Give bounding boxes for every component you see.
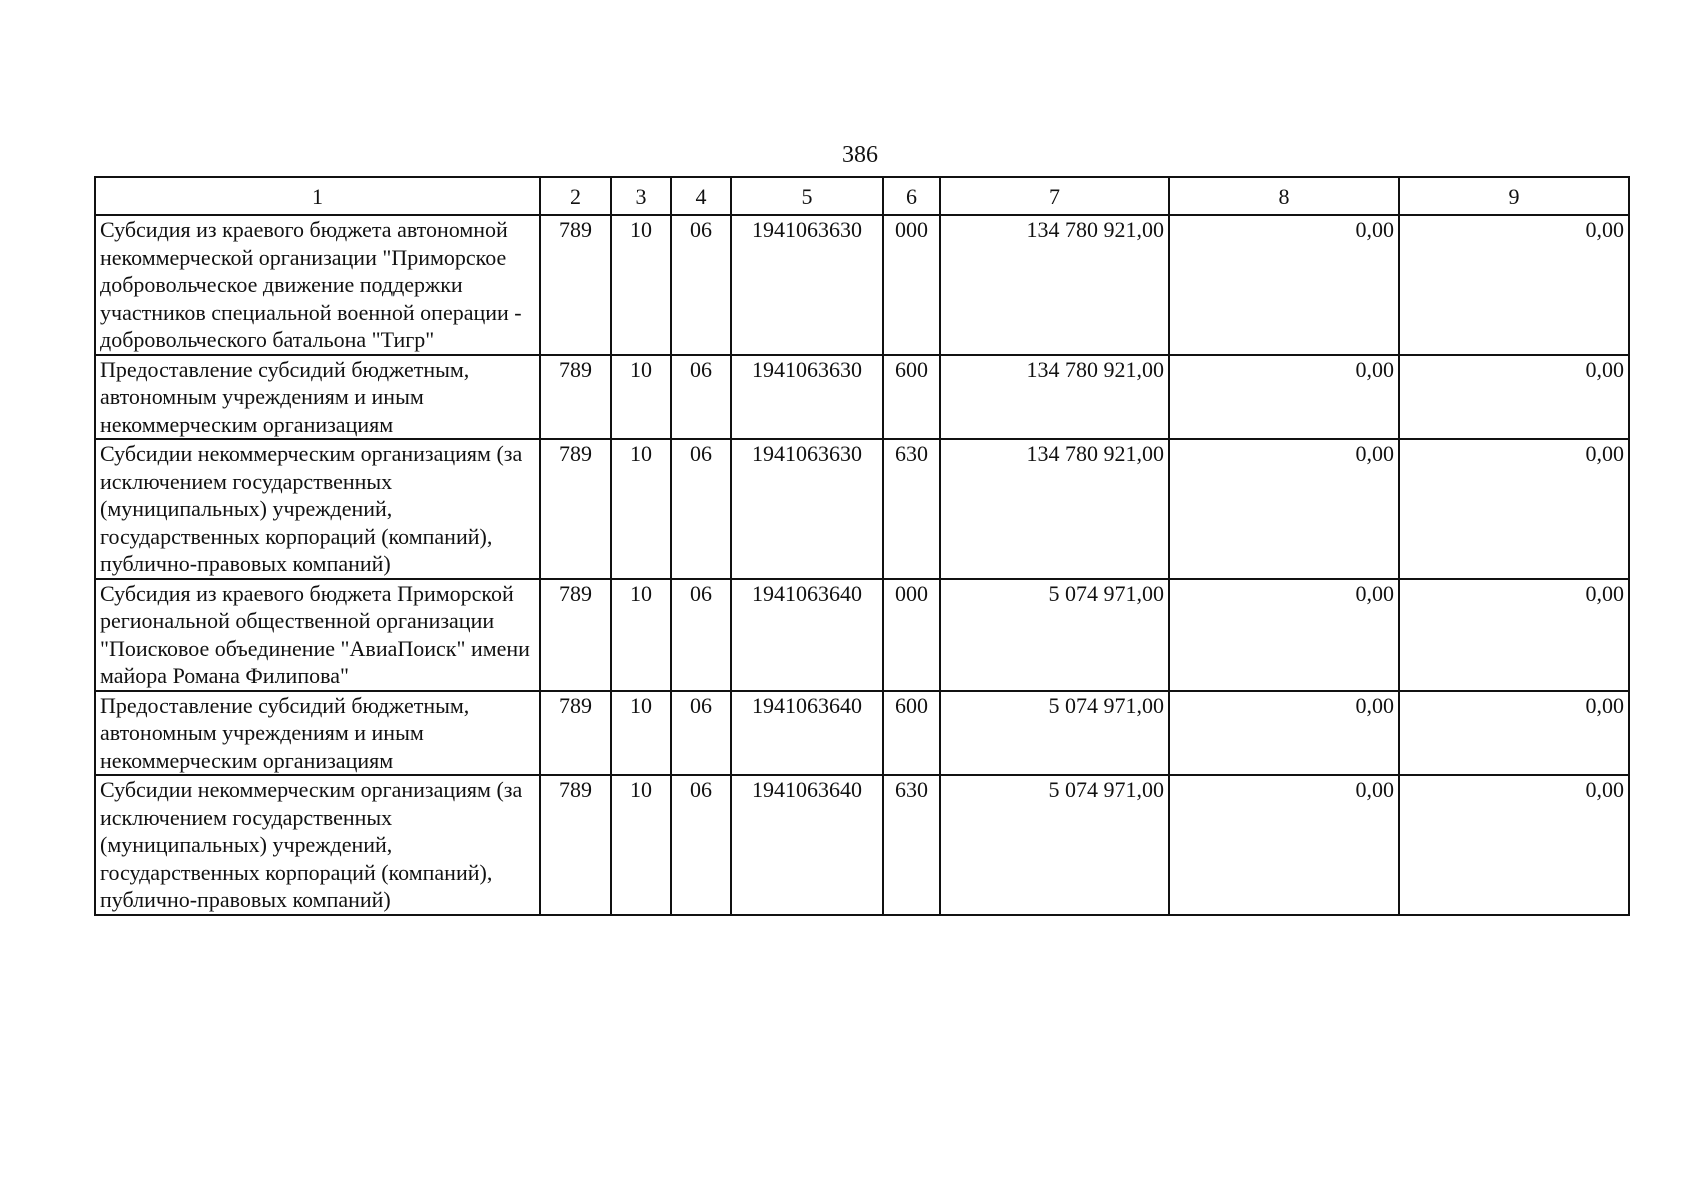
amount-col7: 134 780 921,00 <box>940 439 1169 579</box>
row-name: Предоставление субсидий бюджетным, автономным учреждениям и иным некоммерческим организациям <box>95 691 540 776</box>
amount-col9: 0,00 <box>1399 439 1629 579</box>
row-name: Субсидия из краевого бюджета автономной некоммерческой организации "Приморское добровольческое движение поддержки участников специальной военной операции - добровольческого батальона "Тигр" <box>95 215 540 355</box>
column-header: 3 <box>611 177 671 215</box>
expense-type-code: 630 <box>883 775 940 915</box>
expense-type-code: 630 <box>883 439 940 579</box>
amount-col8: 0,00 <box>1169 215 1399 355</box>
section-code: 10 <box>611 691 671 776</box>
subsection-code: 06 <box>671 355 731 440</box>
table-row <box>95 691 1629 776</box>
ministry-code: 789 <box>540 691 611 776</box>
ministry-code: 789 <box>540 215 611 355</box>
amount-col7: 5 074 971,00 <box>940 775 1169 915</box>
amount-col7: 5 074 971,00 <box>940 579 1169 691</box>
target-article-code: 1941063640 <box>731 691 883 776</box>
amount-col9: 0,00 <box>1399 355 1629 440</box>
column-header: 4 <box>671 177 731 215</box>
amount-col9: 0,00 <box>1399 691 1629 776</box>
target-article-code: 1941063630 <box>731 215 883 355</box>
section-code: 10 <box>611 439 671 579</box>
amount-col7: 134 780 921,00 <box>940 215 1169 355</box>
row-name: Субсидии некоммерческим организациям (за исключением государственных (муниципальных) учреждений, государственных корпораций (компаний), публично-правовых компаний) <box>95 775 540 915</box>
target-article-code: 1941063640 <box>731 579 883 691</box>
amount-col9: 0,00 <box>1399 775 1629 915</box>
section-code: 10 <box>611 579 671 691</box>
column-number-header-row <box>95 177 1629 215</box>
subsection-code: 06 <box>671 775 731 915</box>
ministry-code: 789 <box>540 439 611 579</box>
subsection-code: 06 <box>671 215 731 355</box>
amount-col7: 134 780 921,00 <box>940 355 1169 440</box>
table-row <box>95 579 1629 691</box>
column-header: 2 <box>540 177 611 215</box>
column-header: 7 <box>940 177 1169 215</box>
amount-col8: 0,00 <box>1169 579 1399 691</box>
page-number: 386 <box>842 142 878 168</box>
ministry-code: 789 <box>540 579 611 691</box>
column-header: 8 <box>1169 177 1399 215</box>
table-row <box>95 439 1629 579</box>
table-row <box>95 775 1629 915</box>
section-code: 10 <box>611 775 671 915</box>
amount-col9: 0,00 <box>1399 215 1629 355</box>
expense-type-code: 000 <box>883 579 940 691</box>
table-row <box>95 215 1629 355</box>
amount-col8: 0,00 <box>1169 439 1399 579</box>
target-article-code: 1941063630 <box>731 355 883 440</box>
target-article-code: 1941063640 <box>731 775 883 915</box>
subsection-code: 06 <box>671 579 731 691</box>
column-header: 1 <box>95 177 540 215</box>
column-header: 6 <box>883 177 940 215</box>
row-name: Субсидия из краевого бюджета Приморской региональной общественной организации "Поисковое объединение "АвиаПоиск" имени майора Романа Филипова" <box>95 579 540 691</box>
row-name: Субсидии некоммерческим организациям (за исключением государственных (муниципальных) учреждений, государственных корпораций (компаний), публично-правовых компаний) <box>95 439 540 579</box>
budget-table <box>94 176 1630 916</box>
subsection-code: 06 <box>671 691 731 776</box>
amount-col7: 5 074 971,00 <box>940 691 1169 776</box>
amount-col8: 0,00 <box>1169 355 1399 440</box>
expense-type-code: 600 <box>883 691 940 776</box>
column-header: 5 <box>731 177 883 215</box>
amount-col9: 0,00 <box>1399 579 1629 691</box>
expense-type-code: 600 <box>883 355 940 440</box>
section-code: 10 <box>611 355 671 440</box>
column-header: 9 <box>1399 177 1629 215</box>
amount-col8: 0,00 <box>1169 691 1399 776</box>
ministry-code: 789 <box>540 775 611 915</box>
ministry-code: 789 <box>540 355 611 440</box>
target-article-code: 1941063630 <box>731 439 883 579</box>
table-row <box>95 355 1629 440</box>
section-code: 10 <box>611 215 671 355</box>
row-name: Предоставление субсидий бюджетным, автономным учреждениям и иным некоммерческим организациям <box>95 355 540 440</box>
amount-col8: 0,00 <box>1169 775 1399 915</box>
expense-type-code: 000 <box>883 215 940 355</box>
subsection-code: 06 <box>671 439 731 579</box>
